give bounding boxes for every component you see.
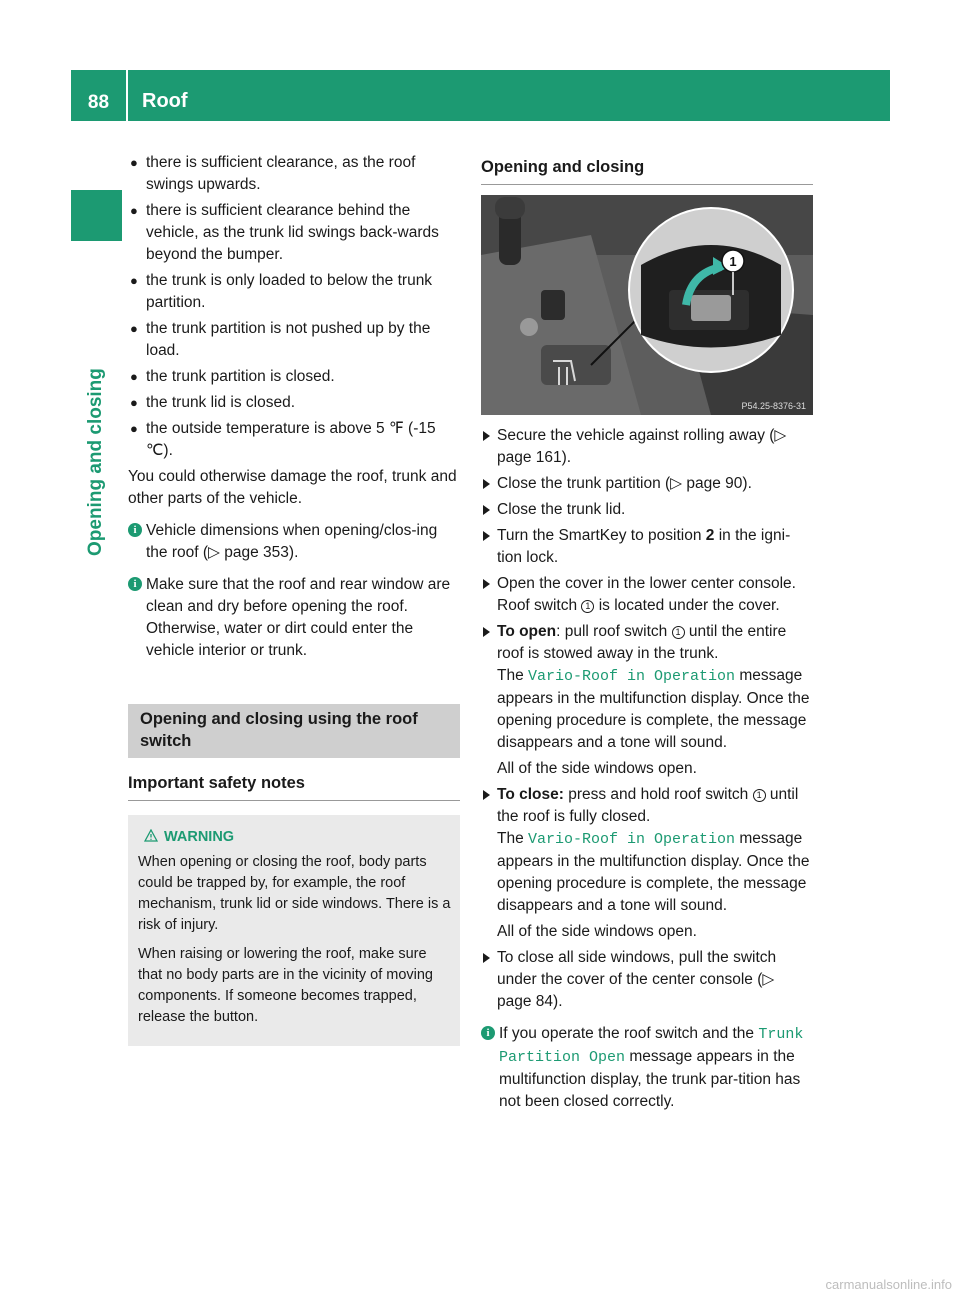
display-message: Vario-Roof in Operation bbox=[528, 668, 736, 685]
header-divider bbox=[126, 70, 128, 121]
info-note: i If you operate the roof switch and the Trunk Partition Open message appears in the multifunction display, the trunk par-tition has not been closed correctly. bbox=[481, 1023, 813, 1113]
page-number: 88 bbox=[87, 92, 110, 113]
warning-triangle-icon bbox=[144, 829, 158, 842]
list-item: ● there is sufficient clearance behind the vehicle, as the trunk lid swings back-wards beyond the bumper. bbox=[130, 202, 439, 263]
list-item: ● the trunk partition is closed. bbox=[130, 368, 335, 385]
step-item: Open the cover in the lower center console. Roof switch 1 is located under the cover. bbox=[481, 573, 813, 617]
warning-text: When raising or lowering the roof, make sure that no body parts are in the vicinity of moving components. If someone becomes trapped, release the button. bbox=[138, 946, 433, 1025]
warning-text: When opening or closing the roof, body parts could be trapped by, for example, the roof mechanism, trunk lid or side windows. There is a risk of injury. bbox=[138, 854, 451, 933]
info-icon: i bbox=[128, 523, 142, 537]
step-item: Close the trunk lid. bbox=[481, 499, 813, 521]
subsection-heading: Important safety notes bbox=[128, 768, 460, 801]
list-item: ● there is sufficient clearance, as the roof swings upwards. bbox=[130, 154, 416, 193]
warning-title: WARNING bbox=[138, 827, 452, 848]
section-heading: Opening and closing using the roof switch bbox=[128, 704, 460, 758]
step-item: Turn the SmartKey to position 2 in the igni-tion lock. bbox=[481, 525, 813, 569]
info-icon: i bbox=[128, 577, 142, 591]
list-item: ● the outside temperature is above 5 ℉ (-15 ℃). bbox=[130, 420, 436, 459]
step-item: To close all side windows, pull the switch under the cover of the center console (▷ page 84). bbox=[481, 947, 813, 1013]
watermark: carmanualsonline.info bbox=[825, 1277, 952, 1292]
photo-callout-label: 1 bbox=[729, 254, 737, 269]
list-item: ● the trunk partition is not pushed up by the load. bbox=[130, 320, 431, 359]
step-item: To open: pull roof switch 1 until the entire roof is stowed away in the trunk. The Vario-Roof in Operation message appears in the multifunction display. Once the opening procedure is complete, the message disappears and a tone will sound. All of the side windows open. bbox=[481, 621, 813, 780]
photo-code: P54.25-8376-31 bbox=[741, 401, 806, 411]
list-item: ● the trunk lid is closed. bbox=[130, 394, 296, 411]
right-column bbox=[481, 152, 813, 1117]
warning-box bbox=[128, 815, 460, 1046]
subsection-heading: Opening and closing bbox=[481, 152, 813, 185]
info-icon: i bbox=[481, 1026, 495, 1040]
side-tab-marker bbox=[71, 190, 122, 241]
display-message: Vario-Roof in Operation bbox=[528, 831, 736, 848]
header-bar bbox=[71, 70, 890, 121]
info-note: i Make sure that the roof and rear window are clean and dry before opening the roof. Otherwise, water or dirt could enter the vehicle interior or trunk. bbox=[128, 574, 460, 662]
step-item: To close: press and hold roof switch 1 until the roof is fully closed. The Vario-Roof in Operation message appears in the multifunction display. Once the opening procedure is complete, the message disappears and a tone will sound. All of the side windows open. bbox=[481, 784, 813, 943]
chapter-title: Roof bbox=[142, 90, 188, 112]
callout-1-icon: 1 bbox=[581, 600, 594, 613]
body-paragraph: You could otherwise damage the roof, trunk and other parts of the vehicle. bbox=[128, 468, 457, 507]
left-column bbox=[128, 152, 460, 1046]
center-console-photo bbox=[481, 195, 813, 415]
callout-1-icon: 1 bbox=[753, 789, 766, 802]
step-item: Secure the vehicle against rolling away (▷ page 161). bbox=[481, 425, 813, 469]
display-message: Trunk Partition Open bbox=[499, 1026, 804, 1066]
list-item: ● the trunk is only loaded to below the trunk partition. bbox=[130, 272, 433, 311]
step-item: Close the trunk partition (▷ page 90). bbox=[481, 473, 813, 495]
side-tab-label: Opening and closing bbox=[85, 368, 106, 556]
callout-1-icon: 1 bbox=[672, 626, 685, 639]
info-note: i Vehicle dimensions when opening/clos-ing the roof (▷ page 353). bbox=[128, 520, 460, 564]
